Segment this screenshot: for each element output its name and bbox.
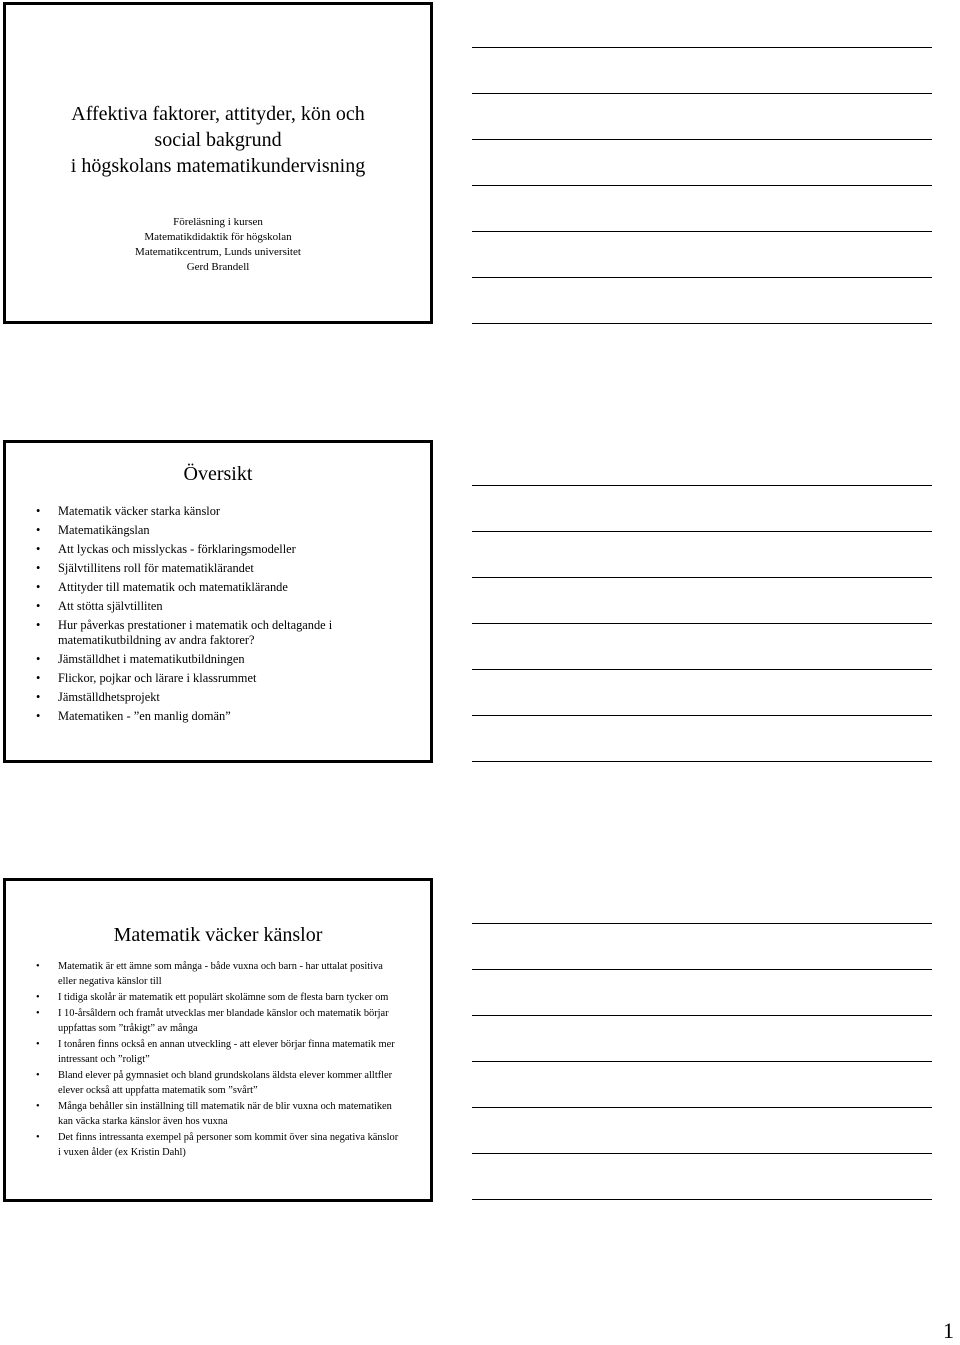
bullet-icon: • bbox=[36, 542, 41, 556]
slide-1-info-line: Matematikdidaktik för högskolan bbox=[144, 231, 292, 243]
bullet-icon: • bbox=[36, 652, 41, 666]
list-item-text: Matematikängslan bbox=[58, 523, 150, 537]
note-line bbox=[472, 923, 932, 924]
list-item bbox=[36, 1006, 400, 1036]
note-line bbox=[472, 323, 932, 324]
list-item-text: Självtillitens roll för matematiklärandet bbox=[58, 561, 254, 575]
note-line bbox=[472, 1199, 932, 1200]
slide-3 bbox=[3, 878, 433, 1202]
note-line bbox=[472, 761, 932, 762]
slide-1-title-line: i högskolans matematikundervisning bbox=[70, 155, 366, 177]
slide-1-info-line: Föreläsning i kursen bbox=[173, 216, 263, 228]
note-line bbox=[472, 93, 932, 94]
list-item bbox=[36, 652, 400, 667]
bullet-icon: • bbox=[36, 580, 41, 594]
list-item-text: I tidiga skolår är matematik ett populärt skolämne som de flesta barn tycker om bbox=[58, 992, 389, 1003]
list-item-text: Jämställdhetsprojekt bbox=[58, 690, 160, 704]
list-item bbox=[36, 690, 400, 705]
list-item bbox=[36, 504, 400, 519]
slide-1 bbox=[3, 2, 433, 324]
slide-2-bullet-list bbox=[36, 504, 400, 728]
list-item bbox=[36, 1130, 400, 1160]
bullet-icon: • bbox=[36, 690, 41, 704]
list-item-text: Matematiken - ”en manlig domän” bbox=[58, 709, 231, 723]
slide-3-title: Matematik väcker känslor bbox=[113, 924, 323, 946]
bullet-icon: • bbox=[36, 1008, 40, 1019]
note-line bbox=[472, 139, 932, 140]
bullet-icon: • bbox=[36, 1101, 40, 1112]
list-item-text: Attityder till matematik och matematiklärande bbox=[58, 580, 288, 594]
note-line bbox=[472, 669, 932, 670]
bullet-icon: • bbox=[36, 523, 41, 537]
list-item-text: Det finns intressanta exempel på personer som kommit över sina negativa känslor i vuxen ålder (ex Kristin Dahl) bbox=[58, 1132, 399, 1158]
note-line bbox=[472, 715, 932, 716]
list-item bbox=[36, 1037, 400, 1067]
list-item bbox=[36, 599, 400, 614]
page-number: 1 bbox=[943, 1318, 954, 1343]
list-item bbox=[36, 959, 400, 989]
bullet-icon: • bbox=[36, 1132, 40, 1143]
note-line bbox=[472, 1015, 932, 1016]
list-item-text: Hur påverkas prestationer i matematik och deltagande i matematikutbildning av andra faktorer? bbox=[58, 618, 333, 647]
bullet-icon: • bbox=[36, 1039, 40, 1050]
list-item-text: Många behåller sin inställning till matematik när de blir vuxna och matematiken kan väcka starka känslor även hos vuxna bbox=[58, 1101, 392, 1127]
note-line bbox=[472, 47, 932, 48]
list-item-text: Flickor, pojkar och lärare i klassrummet bbox=[58, 671, 257, 685]
slide-1-title-line: social bakgrund bbox=[154, 129, 282, 151]
note-line bbox=[472, 1061, 932, 1062]
note-line bbox=[472, 277, 932, 278]
list-item-text: Bland elever på gymnasiet och bland grundskolans äldsta elever kommer alltfler elever också att uppfatta matematik som ”svårt” bbox=[58, 1070, 393, 1096]
bullet-icon: • bbox=[36, 504, 41, 518]
note-line bbox=[472, 969, 932, 970]
list-item-text: Jämställdhet i matematikutbildningen bbox=[58, 652, 245, 666]
list-item-text: Att stötta självtilliten bbox=[58, 599, 163, 613]
note-line bbox=[472, 185, 932, 186]
list-item-text: I 10-årsåldern och framåt utvecklas mer blandade känslor och matematik börjar uppfattas som ”tråkigt” av många bbox=[58, 1008, 389, 1034]
list-item bbox=[36, 561, 400, 576]
list-item bbox=[36, 618, 400, 648]
slide-2 bbox=[3, 440, 433, 763]
list-item bbox=[36, 542, 400, 557]
list-item bbox=[36, 1099, 400, 1129]
list-item bbox=[36, 990, 400, 1005]
bullet-icon: • bbox=[36, 961, 40, 972]
note-line bbox=[472, 231, 932, 232]
bullet-icon: • bbox=[36, 992, 40, 1003]
bullet-icon: • bbox=[36, 599, 41, 613]
list-item bbox=[36, 1068, 400, 1098]
bullet-icon: • bbox=[36, 709, 41, 723]
list-item bbox=[36, 709, 400, 724]
list-item bbox=[36, 523, 400, 538]
slide-3-bullet-list bbox=[36, 959, 400, 1161]
note-line bbox=[472, 485, 932, 486]
slide-1-info-line: Matematikcentrum, Lunds universitet bbox=[135, 246, 301, 258]
list-item-text: Matematik är ett ämne som många - både vuxna och barn - har uttalat positiva eller negativa känslor till bbox=[58, 961, 383, 987]
list-item bbox=[36, 580, 400, 595]
slide-1-title-line: Affektiva faktorer, attityder, kön och bbox=[71, 103, 365, 125]
note-line bbox=[472, 531, 932, 532]
bullet-icon: • bbox=[36, 561, 41, 575]
bullet-icon: • bbox=[36, 1070, 40, 1081]
note-line bbox=[472, 1107, 932, 1108]
list-item-text: Matematik väcker starka känslor bbox=[58, 504, 221, 518]
note-line bbox=[472, 577, 932, 578]
list-item bbox=[36, 671, 400, 686]
note-line bbox=[472, 1153, 932, 1154]
note-line bbox=[472, 623, 932, 624]
slide-1-info bbox=[6, 215, 430, 275]
slide-1-info-line: Gerd Brandell bbox=[186, 261, 250, 273]
bullet-icon: • bbox=[36, 618, 41, 632]
slide-1-title bbox=[6, 101, 430, 179]
slide-2-title: Översikt bbox=[183, 463, 253, 485]
bullet-icon: • bbox=[36, 671, 41, 685]
list-item-text: I tonåren finns också en annan utveckling - att elever börjar finna matematik mer intressant och ”roligt” bbox=[58, 1039, 395, 1065]
list-item-text: Att lyckas och misslyckas - förklaringsmodeller bbox=[58, 542, 296, 556]
